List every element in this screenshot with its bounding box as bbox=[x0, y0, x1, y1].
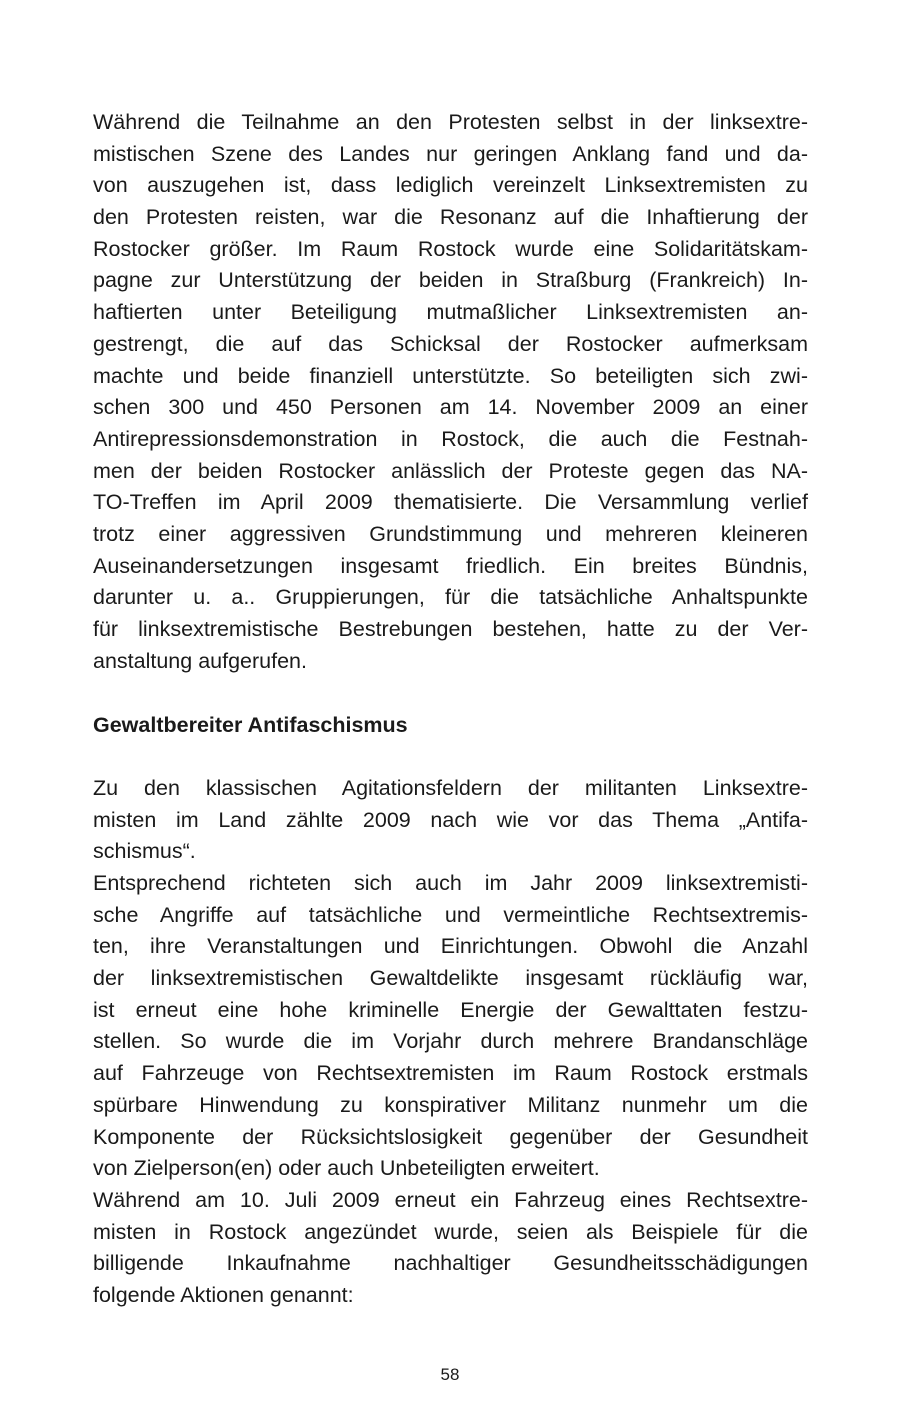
text-line: Komponente der Rücksichtslosigkeit gegenüber der Gesundheit bbox=[93, 1124, 808, 1149]
text-line: mistischen Szene des Landes nur geringen Anklang fand und da- bbox=[93, 141, 808, 166]
text-line: ten, ihre Veranstaltungen und Einrichtungen. Obwohl die Anzahl bbox=[93, 934, 808, 959]
text-line: gestrengt, die auf das Schicksal der Rostocker aufmerksam bbox=[93, 331, 808, 356]
text-line: stellen. So wurde die im Vorjahr durch mehrere Brandanschläge bbox=[93, 1029, 808, 1054]
text-line: für linksextremistische Bestrebungen bestehen, hatte zu der Ver- bbox=[93, 617, 808, 641]
text-line: den Protesten reisten, war die Resonanz auf die Inhaftierung der bbox=[93, 205, 808, 230]
text-line: anstaltung aufgerufen. bbox=[93, 648, 307, 673]
paragraph-3 bbox=[93, 868, 808, 1185]
text-line: folgende Aktionen genannt: bbox=[93, 1283, 354, 1308]
text-line: trotz einer aggressiven Grundstimmung und mehreren kleineren bbox=[93, 521, 808, 546]
text-line: Zu den klassischen Agitationsfeldern der militanten Linksextre- bbox=[93, 776, 808, 800]
paragraph-4 bbox=[93, 1185, 808, 1312]
text-line: billigende Inkaufnahme nachhaltiger Gesundheitsschädigungen bbox=[93, 1251, 808, 1276]
text-line: Entsprechend richteten sich auch im Jahr 2009 linksextremisti- bbox=[93, 871, 808, 895]
text-line: von Zielperson(en) oder auch Unbeteiligten erweitert. bbox=[93, 1156, 600, 1181]
section-heading: Gewaltbereiter Antifaschismus bbox=[93, 713, 408, 737]
text-line: sche Angriffe auf tatsächliche und vermeintliche Rechtsextremis- bbox=[93, 902, 808, 927]
paragraph-1 bbox=[93, 107, 808, 677]
text-line: haftierten unter Beteiligung mutmaßlicher Linksextremisten an- bbox=[93, 300, 808, 325]
text-line: darunter u. a.. Gruppierungen, für die tatsächliche Anhaltspunkte bbox=[93, 585, 808, 610]
text-line: schen 300 und 450 Personen am 14. November 2009 an einer bbox=[93, 395, 808, 420]
text-line: Während am 10. Juli 2009 erneut ein Fahrzeug eines Rechtsextre- bbox=[93, 1188, 808, 1212]
text-line: misten im Land zählte 2009 nach wie vor das Thema „Antifa- bbox=[93, 807, 808, 832]
paragraph-2 bbox=[93, 773, 808, 868]
text-line: auf Fahrzeuge von Rechtsextremisten im Raum Rostock erstmals bbox=[93, 1061, 808, 1086]
text-line: machte und beide finanziell unterstützte. So beteiligten sich zwi- bbox=[93, 363, 808, 388]
text-line: Rostocker größer. Im Raum Rostock wurde eine Solidaritätskam- bbox=[93, 236, 808, 261]
text-line: von auszugehen ist, dass lediglich vereinzelt Linksextremisten zu bbox=[93, 173, 808, 198]
text-line: schismus“. bbox=[93, 839, 196, 864]
text-line: Auseinandersetzungen insgesamt friedlich. Ein breites Bündnis, bbox=[93, 553, 808, 578]
text-line: Antirepressionsdemonstration in Rostock, die auch die Festnah- bbox=[93, 426, 808, 451]
page-number: 58 bbox=[440, 1365, 460, 1384]
text-line: misten in Rostock angezündet wurde, seien als Beispiele für die bbox=[93, 1219, 808, 1244]
text-line: spürbare Hinwendung zu konspirativer Militanz nunmehr um die bbox=[93, 1092, 808, 1117]
text-line: Während die Teilnahme an den Protesten selbst in der linksextre- bbox=[93, 110, 808, 134]
text-line: der linksextremistischen Gewaltdelikte insgesamt rückläufig war, bbox=[93, 966, 808, 991]
text-line: men der beiden Rostocker anlässlich der Proteste gegen das NA- bbox=[93, 458, 808, 483]
text-line: ist erneut eine hohe kriminelle Energie der Gewalttaten festzu- bbox=[93, 997, 808, 1022]
text-line: TO-Treffen im April 2009 thematisierte. Die Versammlung verlief bbox=[93, 490, 808, 515]
text-line: pagne zur Unterstützung der beiden in Straßburg (Frankreich) In- bbox=[93, 268, 808, 293]
